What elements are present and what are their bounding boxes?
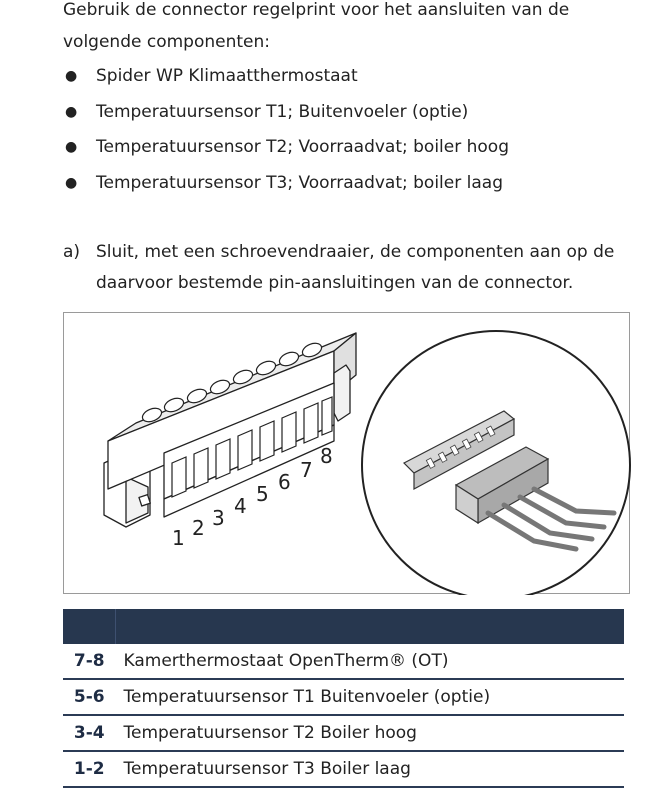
detail-inset bbox=[362, 331, 630, 595]
list-item-label: Temperatuursensor T1; Buitenvoeler (optie) bbox=[96, 101, 469, 122]
pin-label-4: 4 bbox=[234, 494, 247, 518]
pin-label-1: 1 bbox=[172, 526, 185, 550]
pin-label-3: 3 bbox=[212, 506, 225, 530]
list-item-label: Temperatuursensor T3; Voorraadvat; boiler laag bbox=[96, 172, 503, 193]
component-list bbox=[63, 58, 509, 200]
pin-cell: 1-2 bbox=[63, 751, 116, 787]
pin-label-7: 7 bbox=[300, 458, 313, 482]
pin-cell: 3-4 bbox=[63, 715, 116, 751]
list-item bbox=[63, 94, 509, 130]
pin-label-2: 2 bbox=[192, 516, 205, 540]
instruction-step bbox=[63, 237, 633, 299]
intro-paragraph: Gebruik de connector regelprint voor het aansluiten van de volgende componenten: bbox=[63, 0, 570, 52]
bullet-icon: ● bbox=[65, 103, 78, 120]
bullet-icon: ● bbox=[65, 139, 78, 155]
list-item bbox=[63, 58, 509, 94]
table-row bbox=[63, 679, 624, 715]
pin-label-6: 6 bbox=[278, 470, 291, 494]
pin-cell: 5-6 bbox=[63, 679, 116, 715]
table-row bbox=[63, 751, 624, 787]
bullet-icon: ● bbox=[65, 68, 78, 84]
table-header-description bbox=[116, 609, 625, 644]
connector-illustration bbox=[64, 313, 631, 595]
list-item bbox=[63, 129, 509, 165]
pin-assignment-table bbox=[63, 609, 624, 788]
table-header-row bbox=[63, 609, 624, 644]
table-header-pin bbox=[63, 609, 116, 644]
pin-label-5: 5 bbox=[256, 482, 269, 506]
description-cell: Kamerthermostaat OpenTherm® (OT) bbox=[116, 644, 625, 679]
connector-figure bbox=[63, 312, 630, 594]
pin-cell: 7-8 bbox=[63, 644, 116, 679]
list-item-label: Spider WP Klimaatthermostaat bbox=[96, 66, 358, 86]
step-marker: a) bbox=[63, 242, 81, 262]
description-cell: Temperatuursensor T2 Boiler hoog bbox=[116, 715, 625, 751]
table-row bbox=[63, 644, 624, 679]
pin-label-8: 8 bbox=[320, 444, 333, 468]
step-text: Sluit, met een schroevendraaier, de componenten aan op de daarvoor bestemde pin-aansluitingen van de connector. bbox=[96, 242, 615, 293]
list-item-label: Temperatuursensor T2; Voorraadvat; boiler hoog bbox=[96, 137, 509, 157]
description-cell: Temperatuursensor T1 Buitenvoeler (optie) bbox=[116, 679, 625, 715]
bullet-icon: ● bbox=[65, 174, 78, 191]
list-item bbox=[63, 165, 509, 201]
table-row bbox=[63, 715, 624, 751]
description-cell: Temperatuursensor T3 Boiler laag bbox=[116, 751, 625, 787]
